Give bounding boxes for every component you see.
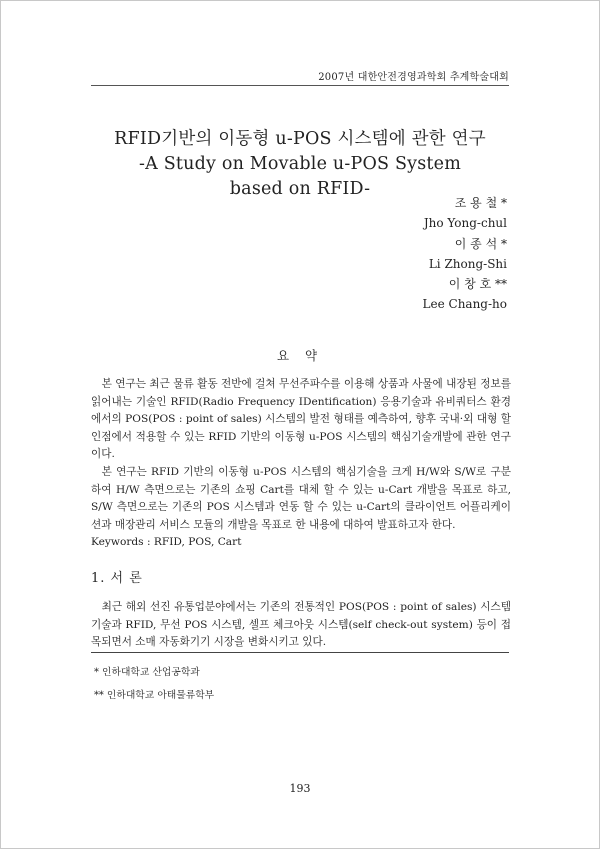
keywords: Keywords : RFID, POS, Cart [91, 536, 242, 549]
author-english-name: Jho Yong-chul [423, 216, 507, 231]
page-number: 193 [289, 782, 311, 795]
paper-title [61, 127, 539, 202]
footnotes [94, 661, 214, 707]
section-heading: 1. 서 론 [91, 571, 143, 586]
author-korean-name: 이 창 호 ** [448, 277, 507, 292]
abstract-body [91, 376, 511, 552]
section-paragraph: 최근 해외 선진 유통업분야에서는 기존의 전통적인 POS(POS : point of sales) 시스템 기술과 RFID, 무선 POS 시스템, 셀프 체크아웃 시스템(self check-out system) 등이 접목되면서 소매 자동화기기 시장을 변화시키고 있다. [91, 601, 511, 649]
author-english-name: Li Zhong-Shi [428, 256, 507, 271]
title-english-line1: -A Study on Movable u-POS System [138, 154, 461, 174]
author-korean-name: 이 종 석 * [454, 236, 507, 251]
abstract-paragraph: 본 연구는 RFID 기반의 이동형 u-POS 시스템의 핵심기술을 크게 H/W와 S/W로 구분하여 H/W 측면으로는 기존의 쇼핑 Cart를 대체 할 수 있는 u-Cart 개발을 목표로 하고, S/W 측면으로는 기존의 POS 시스템과 연동 할 수 있는 u-Cart의 클라이언트 어플리케이션과 매장관리 서비스 모듈의 개발을 목표로 한 내용에 대하여 발표하고자 한다. [91, 465, 511, 531]
author-korean-name: 조 용 철 * [454, 196, 507, 210]
author-english-name: Lee Chang-ho [422, 297, 507, 312]
title-english-line2: based on RFID- [229, 179, 371, 199]
section-body [91, 599, 511, 652]
abstract-heading: 요 약 [276, 348, 324, 363]
author-list [423, 193, 507, 315]
footnote: ** 인하대학교 아태물류학부 [94, 690, 215, 701]
header-rule [91, 85, 509, 86]
abstract-paragraph: 본 연구는 최근 물류 활동 전반에 걸쳐 무선주파수를 이용해 상품과 사물에 내장된 정보를 읽어내는 기술인 RFID(Radio Frequency IDentification) 응용기술과 유비쿼터스 환경에서의 POS(POS : point of sales) 시스템의 발전 형태를 예측하여, 향후 국내·외 대형 할인점에서 적용할 수 있는 RFID 기반의 이동형 u-POS 시스템의 핵심기술개발에 관한 연구이다. [91, 378, 511, 461]
footnote-rule [91, 652, 509, 653]
footnote: * 인하대학교 산업공학과 [94, 667, 200, 678]
conference-header: 2007년 대한안전경영과학회 추계학술대회 [318, 72, 509, 83]
title-korean: RFID기반의 이동형 u-POS 시스템에 관한 연구 [114, 129, 486, 149]
